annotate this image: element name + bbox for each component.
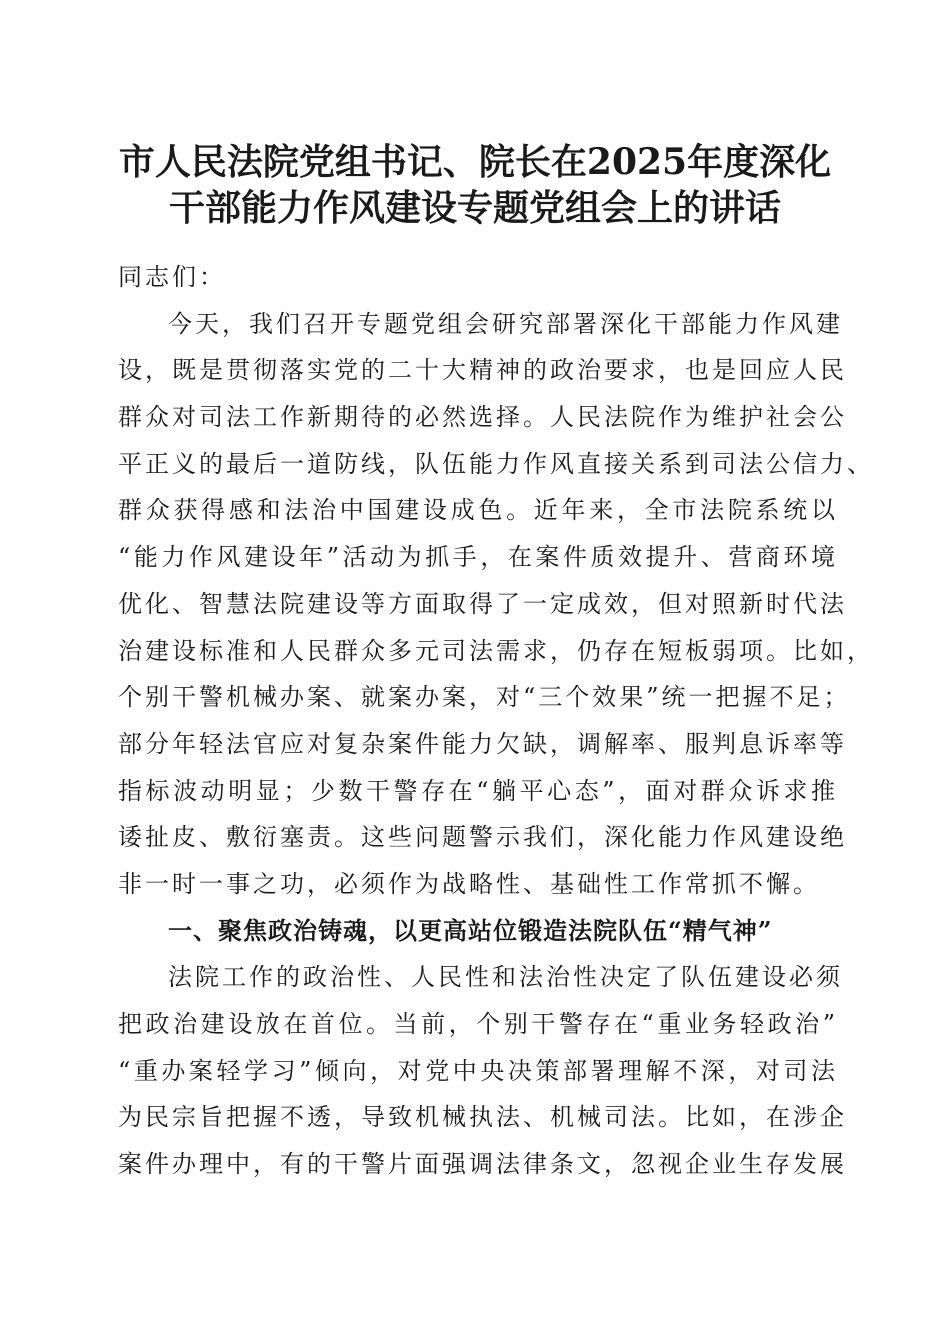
paragraph-line: 把政治建设放在首位。当前，个别干警存在“重业务轻政治”: [118, 1010, 838, 1038]
paragraph-line: 部分年轻法官应对复杂案件能力欠缺，调解率、服判息诉率等: [118, 729, 847, 758]
document-title-line-2: 干部能力作风建设专题党组会上的讲话: [168, 187, 781, 229]
paragraph-line: 非一时一事之功，必须作为战略性、基础性工作常抓不懈。: [118, 869, 820, 898]
paragraph-line: 群众对司法工作新期待的必然选择。人民法院作为维护社会公: [118, 403, 847, 432]
paragraph-line: 案件办理中，有的干警片面强调法律条文，忽视企业生存发展: [118, 1150, 847, 1179]
paragraph-line: 优化、智慧法院建设等方面取得了一定成效，但对照新时代法: [118, 589, 847, 618]
paragraph-line: 法院工作的政治性、人民性和法治性决定了队伍建设必须: [168, 963, 843, 992]
paragraph-line: 治建设标准和人民群众多元司法需求，仍存在短板弱项。比如，: [118, 636, 874, 665]
section-heading-1: 一、聚焦政治铸魂，以更高站位锻造法院队伍“精气神”: [168, 915, 773, 945]
paragraph-line: 诿扯皮、敷衍塞责。这些问题警示我们，深化能力作风建设绝: [118, 823, 847, 852]
paragraph-line: 指标波动明显；少数干警存在“躺平心态”，面对群众诉求推: [118, 776, 838, 805]
paragraph-line: 平正义的最后一道防线，队伍能力作风直接关系到司法公信力、: [118, 449, 874, 478]
paragraph-line: 个别干警机械办案、就案办案，对“三个效果”统一把握不足；: [118, 683, 851, 712]
paragraph-2: [118, 954, 847, 1187]
paragraph-line: 今天，我们召开专题党组会研究部署深化干部能力作风建: [168, 309, 843, 338]
paragraph-line: 设，既是贯彻落实党的二十大精神的政治要求，也是回应人民: [118, 356, 847, 385]
paragraph-line: 群众获得感和法治中国建设成色。近年来，全市法院系统以: [118, 496, 838, 525]
document-body: [118, 254, 874, 1188]
document-title-line-1: 市人民法院党组书记、院长在2025年度深化: [118, 141, 832, 183]
salutation: 同志们：: [118, 263, 226, 291]
paragraph-line: 为民宗旨把握不透，导致机械执法、机械司法。比如，在涉企: [118, 1103, 847, 1132]
paragraph-line: “重办案轻学习”倾向，对党中央决策部署理解不深，对司法: [118, 1056, 838, 1085]
paragraph-line: “能力作风建设年”活动为抓手，在案件质效提升、营商环境: [118, 543, 838, 572]
paragraph-1: [118, 301, 874, 908]
